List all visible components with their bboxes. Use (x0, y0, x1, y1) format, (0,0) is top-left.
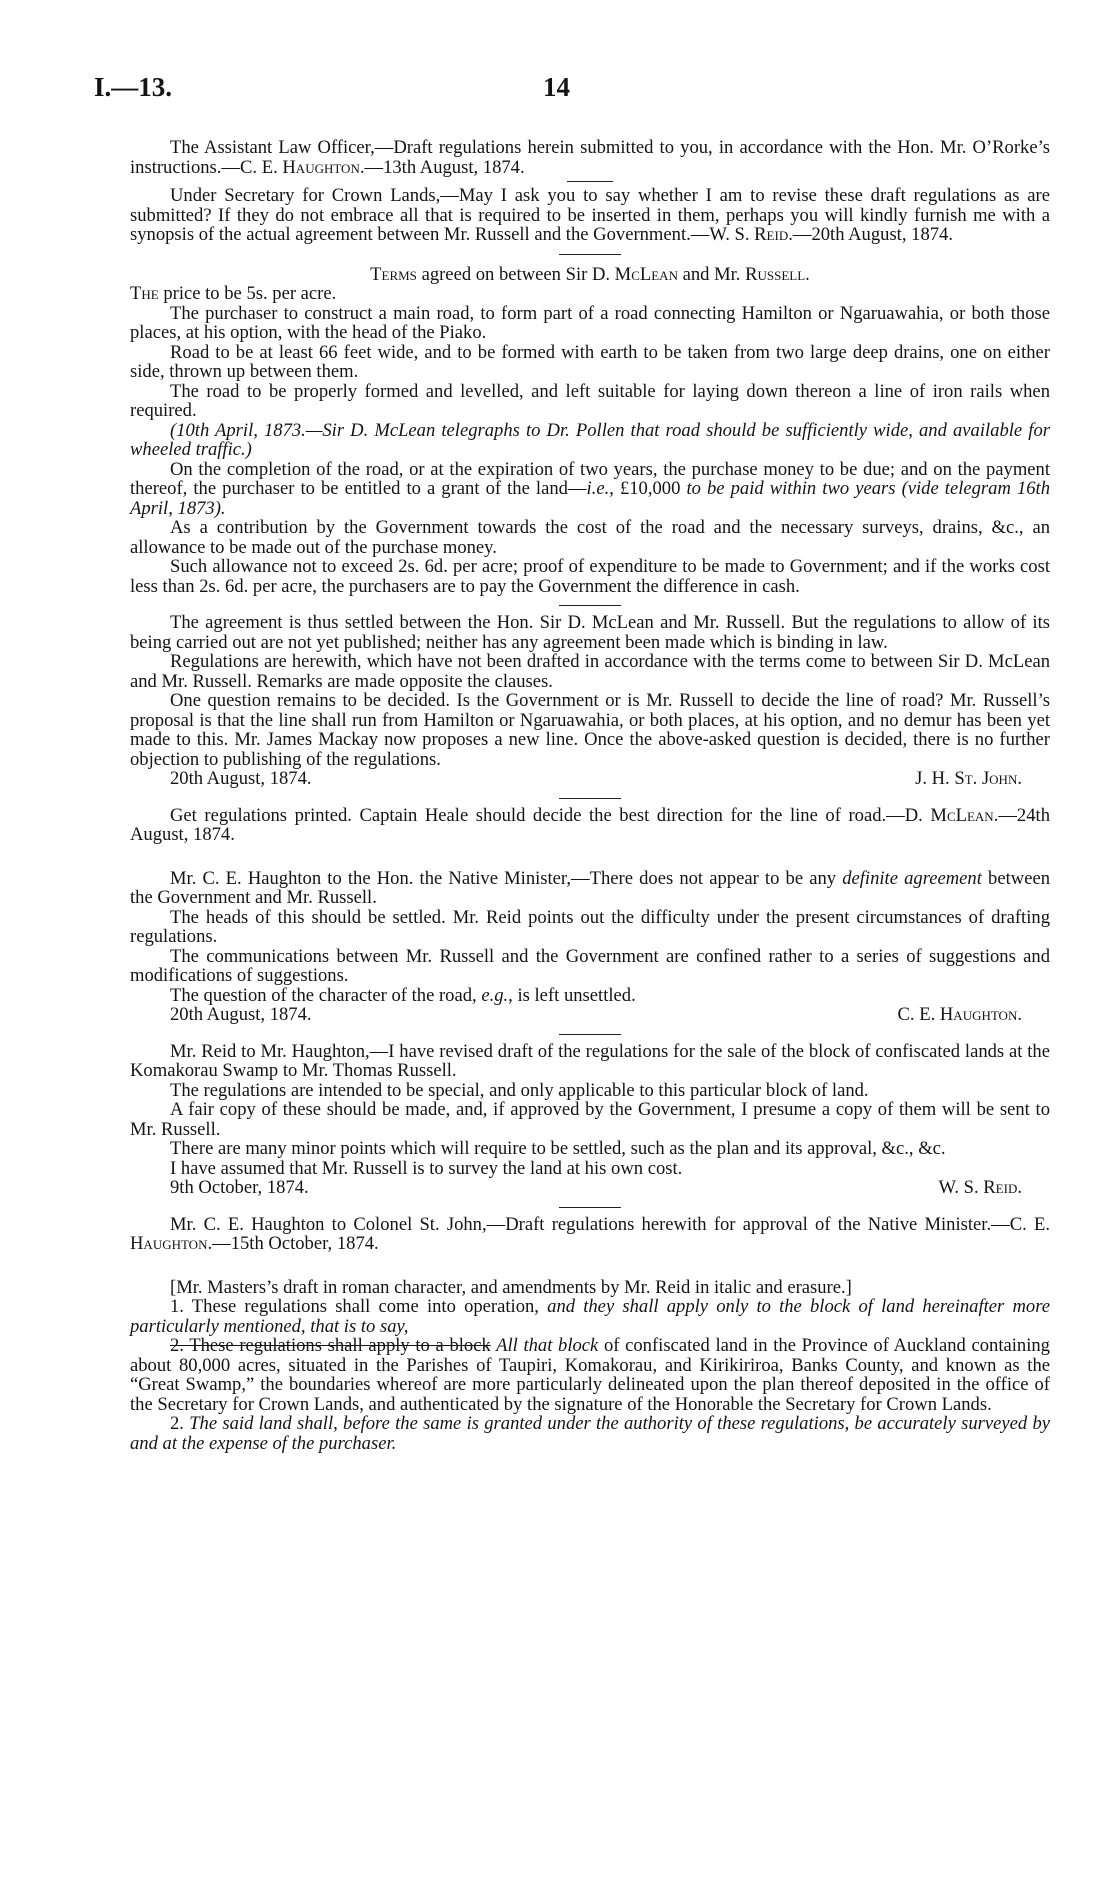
divider (559, 605, 621, 606)
draft-note: [Mr. Masters’s draft in roman character, and amendments by Mr. Reid in italic and erasure.] (170, 1276, 852, 1298)
reid-paragraph: Mr. Reid to Mr. Haughton,—I have revised draft of the regulations for the sale of the block of confiscated lands at the Komakorau Swamp to Mr. Thomas Russell. (130, 1040, 1050, 1081)
reid-signature-line (130, 1178, 1050, 1198)
haughton-paragraph: The heads of this should be settled. Mr. Reid points out the difficulty under the present circumstances of drafting regulations. (130, 906, 1050, 947)
draft-clause-3: 2. The said land shall, before the same is granted under the authority of these regulations, be accurately surveyed by and at the expense of the purchaser. (130, 1413, 1051, 1454)
document-reference: I.—13. (94, 72, 173, 102)
divider (559, 798, 621, 799)
terms-paragraph: Such allowance not to exceed 2s. 6d. per acre; proof of expenditure to be made to Government; and if the works cost less than 2s. 6d. per acre, the purchasers are to pay the Government the difference in cash. (130, 556, 1050, 597)
stjohn-paragraph: Regulations are herewith, which have not been drafted in accordance with the terms come to between Sir D. McLean and Mr. Russell. Remarks are made opposite the clauses. (130, 651, 1050, 692)
reid-signature: W. S. Reid. (938, 1177, 1022, 1198)
terms-paragraph: As a contribution by the Government towards the cost of the road and the necessary surveys, drains, &c., an allowance to be made out of the purchase money. (130, 517, 1050, 558)
erased-text: 2. These regulations shall apply to a block (170, 1335, 491, 1356)
terms-paragraph: On the completion of the road, or at the expiration of two years, the purchase money to be due; and on the payment thereof, the purchaser to be entitled to a grant of the land—i.e., £10,000 to be paid within two years (vide telegram 16th April, 1873). (130, 458, 1051, 519)
terms-paragraph: The purchaser to construct a main road, to form part of a road connecting Hamilton or Ngaruawahia, or both those places, at his option, with the head of the Piako. (130, 302, 1050, 343)
divider (567, 181, 613, 182)
reid-paragraph: The regulations are intended to be special, and only applicable to this particular block of land. (170, 1079, 869, 1101)
haughton-date: 20th August, 1874. (170, 1004, 312, 1025)
mclean-note: Get regulations printed. Captain Heale should decide the best direction for the line of road.—D. McLean.—24th August, 1874. (130, 804, 1050, 845)
document-body (130, 138, 1050, 1453)
terms-heading: Terms agreed on between Sir D. McLean and Mr. Russell. (370, 263, 810, 285)
haughton-memo-stjohn: Mr. C. E. Haughton to Colonel St. John,—Draft regulations herewith for approval of the Native Minister.—C. E. Haughton.—15th October, 1874. (130, 1213, 1050, 1254)
haughton-signature-line (130, 1005, 1050, 1025)
memo-law-officer: The Assistant Law Officer,—Draft regulations herein submitted to you, in accordance with the Hon. Mr. O’Rorke’s instructions.—C. E. Haughton.—13th August, 1874. (130, 137, 1050, 178)
stjohn-signature: J. H. St. John. (915, 768, 1022, 789)
reid-paragraph: There are many minor points which will require to be settled, such as the plan and its approval, &c., &c. (170, 1138, 946, 1159)
haughton-signature: C. E. Haughton. (897, 1004, 1022, 1025)
haughton-paragraph: The question of the character of the road, e.g., is left unsettled. (170, 984, 636, 1006)
memo-under-secretary: Under Secretary for Crown Lands,—May I ask you to say whether I am to revise these draft regulations as are submitted? If they do not embrace all that is required to be inserted in them, perhaps you will kindly furnish me with a synopsis of the actual agreement between Mr. Russell and the Government.—W. S. Reid.—20th August, 1874. (130, 185, 1050, 245)
reid-paragraph: I have assumed that Mr. Russell is to survey the land at his own cost. (170, 1157, 683, 1179)
stjohn-date: 20th August, 1874. (170, 768, 312, 789)
page-number: 14 (543, 72, 570, 102)
reid-date: 9th October, 1874. (170, 1177, 309, 1198)
reid-paragraph: A fair copy of these should be made, and, if approved by the Government, I presume a copy of them will be sent to Mr. Russell. (130, 1099, 1050, 1140)
terms-telegram-note: (10th April, 1873.—Sir D. McLean telegraphs to Dr. Pollen that road should be sufficiently wide, and available for wheeled traffic.) (130, 419, 1050, 460)
divider (559, 1207, 621, 1208)
terms-price: The price to be 5s. per acre. (130, 283, 337, 304)
draft-clause-1: 1. These regulations shall come into operation, and they shall apply only to the block of land hereinafter more particularly mentioned, that is to say, (130, 1296, 1050, 1337)
haughton-paragraph: Mr. C. E. Haughton to the Hon. the Native Minister,—There does not appear to be any definite agreement between the Government and Mr. Russell. (130, 867, 1050, 908)
draft-clause-2: 2. These regulations shall apply to a block All that block of confiscated land in the Province of Auckland containing about 80,000 acres, situated in the Parishes of Taupiri, Komakorau, and Kirikiriroa, Banks County, and known as the “Great Swamp,” the boundaries whereof are more particularly delineated upon the plan thereof deposited in the office of the Secretary for Crown Lands, and authenticated by the signature of the Honorable the Secretary for Crown Lands. (130, 1335, 1050, 1415)
terms-paragraph: The road to be properly formed and levelled, and left suitable for laying down thereon a line of iron rails when required. (130, 380, 1050, 421)
terms-paragraph: Road to be at least 66 feet wide, and to be formed with earth to be taken from two large deep drains, one on either side, thrown up between them. (130, 341, 1050, 382)
divider (559, 1034, 621, 1035)
stjohn-paragraph: One question remains to be decided. Is the Government or is Mr. Russell to decide the line of road? Mr. Russell’s proposal is that the line shall run from Hamilton or Ngaruawahia, or both places, at his option, and no demur has been yet made to this. Mr. James Mackay now proposes a new line. Once the above-asked question is decided, there is no further objection to publishing of the regulations. (130, 690, 1050, 770)
stjohn-signature-line (130, 769, 1050, 789)
divider (559, 254, 621, 255)
stjohn-paragraph: The agreement is thus settled between the Hon. Sir D. McLean and Mr. Russell. But the regulations to allow of its being carried out are not yet published; neither has any agreement been made which is binding in law. (130, 612, 1050, 653)
haughton-paragraph: The communications between Mr. Russell and the Government are confined rather to a series of suggestions and modifications of suggestions. (130, 945, 1050, 986)
